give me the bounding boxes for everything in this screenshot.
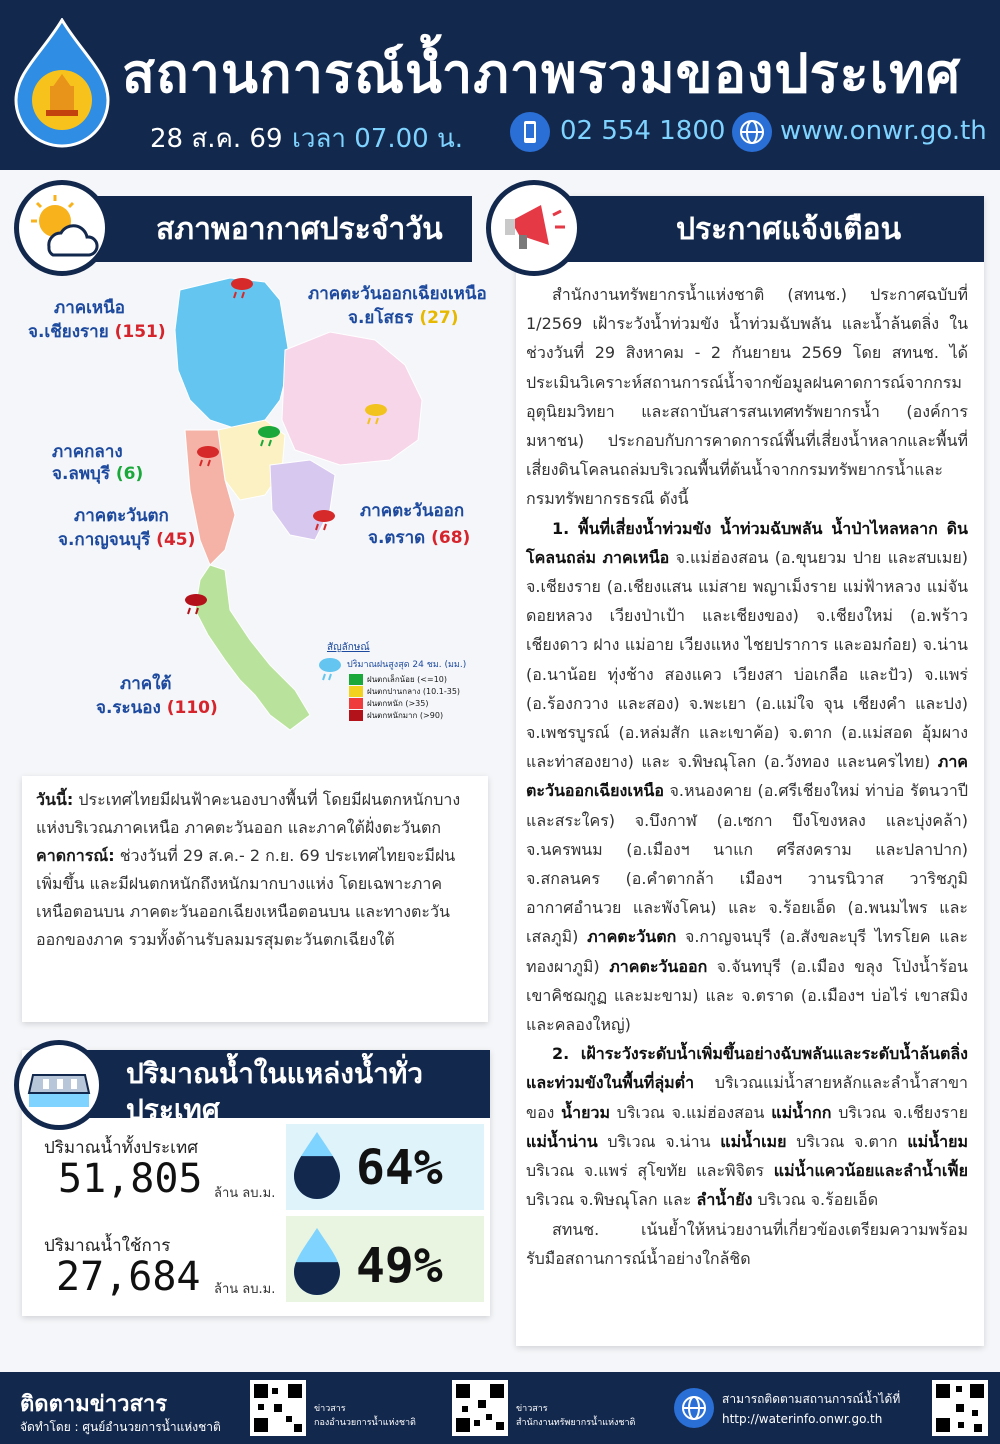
legend-item-moderate: ฝนตกปานกลาง (10.1-35): [349, 686, 460, 697]
northeast-region: [282, 332, 422, 465]
qr2-caption: ข่าวสาร สำนักงานทรัพยากรน้ำแห่งชาติ: [516, 1404, 636, 1428]
region-east-value: (68): [431, 528, 471, 548]
region-south-value: (110): [166, 698, 218, 718]
p2-heading: 2. เฝ้าระวังระดับน้ำเพิ่มขึ้นอย่างฉับพลันและระดับน้ำล้นตลิ่งและท่วมขังในพื้นที่ลุ่มต่ำ: [526, 1044, 968, 1093]
usable-volume-value: 27,684: [56, 1254, 201, 1300]
today-label: วันนี้:: [36, 790, 74, 809]
region-south-name: ภาคใต้: [120, 674, 172, 694]
total-volume-unit: ล้าน ลบ.ม.: [214, 1186, 276, 1201]
announcement-title: ประกาศแจ้งเตือน: [676, 211, 902, 247]
region-north-name: ภาคเหนือ: [54, 298, 125, 318]
total-volume-value: 51,805: [58, 1156, 203, 1202]
p1-region-east: ภาคตะวันออก: [609, 956, 708, 976]
p1-region-northeast: ภาคตะวันออกเฉียงเหนือ: [526, 752, 968, 801]
total-volume-label: ปริมาณน้ำทั้งประเทศ: [44, 1138, 198, 1158]
page-footer: [0, 1372, 1000, 1444]
legend-subtitle: ปริมาณฝนสูงสุด 24 ชม. (มม.): [347, 660, 467, 670]
region-west-province: จ.กาญจนบุรี (45): [58, 530, 196, 550]
region-east-province: จ.ตราด (68): [368, 528, 471, 548]
report-date: 28 ส.ค. 69: [150, 124, 283, 154]
weather-icon: [14, 180, 110, 276]
region-west-name: ภาคตะวันตก: [74, 506, 169, 526]
legend-item-light: ฝนตกเล็กน้อย (<=10): [349, 674, 447, 685]
region-central-name: ภาคกลาง: [52, 442, 123, 462]
forecast-label: คาดการณ์:: [36, 846, 115, 865]
legend-item-heavy: ฝนตกหนัก (>35): [349, 698, 428, 709]
total-volume-percent: 64%: [356, 1140, 443, 1196]
legend-item-very-heavy: ฝนตกหนักมาก (>90): [349, 710, 443, 721]
north-region: [175, 278, 290, 430]
region-east-name: ภาคตะวันออก: [360, 501, 465, 521]
region-northeast-name: ภาคตะวันออกเฉียงเหนือ: [308, 284, 487, 304]
total-drop-icon: [290, 1130, 344, 1200]
region-south-province: จ.ระนอง (110): [96, 698, 218, 718]
rain-icon-east: [313, 510, 335, 530]
usable-volume-percent: 49%: [356, 1238, 443, 1294]
region-north-province: จ.เชียงราย (151): [28, 322, 166, 342]
region-northeast-value: (27): [419, 308, 459, 328]
report-time: เวลา 07.00 น.: [292, 124, 464, 154]
usable-drop-fill: [290, 1262, 344, 1295]
website-link[interactable]: www.onwr.go.th: [780, 116, 987, 146]
usable-drop-icon: [290, 1226, 344, 1296]
page-title: สถานการณ์น้ำภาพรวมของประเทศ: [122, 42, 962, 105]
usable-volume-label: ปริมาณน้ำใช้การ: [44, 1236, 171, 1256]
globe-icon: [674, 1388, 714, 1428]
usable-volume-unit: ล้าน ลบ.ม.: [214, 1282, 276, 1297]
p1-region-west: ภาคตะวันตก: [587, 927, 677, 947]
forecast-text: ช่วงวันที่ 29 ส.ค.- 2 ก.ย. 69 ประเทศไทยจะมีฝนเพิ่มขึ้น และมีฝนตกหนักถึงหนักมากบางแห่ง โดยเฉพาะภาคเหนือตอนบน ภาคตะวันออกเฉียงเหนือตอนบน และทางตะวันออกของภาค รวมทั้งด้านรับลมมรสุมตะวันตกเฉียงใต้: [36, 846, 456, 949]
total-drop-fill: [290, 1156, 344, 1199]
weather-summary: [36, 786, 476, 954]
qr-code-icon[interactable]: [250, 1380, 306, 1436]
weather-title: สภาพอากาศประจำวัน: [156, 211, 443, 247]
water-banner: [60, 1050, 490, 1145]
qr1-caption: ข่าวสาร กองอำนวยการน้ำแห่งชาติ: [314, 1404, 416, 1428]
page-header: [0, 0, 1000, 170]
legend-rain-icon: [317, 656, 343, 686]
region-west-value: (45): [156, 530, 196, 550]
megaphone-icon: [486, 180, 582, 276]
qr-code-icon[interactable]: [932, 1380, 988, 1436]
weather-banner: [60, 196, 472, 262]
p1-heading: 1. พื้นที่เสี่ยงน้ำท่วมขัง น้ำท่วมฉับพลัน น้ำป่าไหลหลาก ดินโคลนถล่ม: [526, 518, 968, 567]
map-legend: [315, 640, 505, 725]
globe-icon: [732, 112, 772, 152]
announcement-body: สำนักงานทรัพยากรน้ำแห่งชาติ (สทนช.) ประกาศฉบับที่ 1/2569 เฝ้าระวังน้ำท่วมขัง น้ำท่วมฉับพลัน และน้ำล้นตลิ่ง ในช่วงวันที่ 29 สิงหาคม - 2 กันยายน 2569 โดย สทนช. ได้ประเมินวิเคราะห์สถานการณ์น้ำจากข้อมูลฝนคาดการณ์จากกรมอุตุนิยมวิทยา และสถาบันสารสนเทศทรัพยากรน้ำ (องค์การมหาชน) ประกอบกับการคาดการณ์พื้นที่เสี่ยงน้ำหลากและพื้นที่เสี่ยงดินโคลนถล่มบริเวณพื้นที่ต้นน้ำจากกรมทรัพยากรน้ำและกรมทรัพยากรธรณี ดังนี้ 1. พื้นที่เสี่ยงน้ำท่วมขัง น้ำท่วมฉับพลัน น้ำป่าไหลหลาก ดินโคลนถล่ม ภาคเหนือ จ.แม่ฮ่องสอน (อ.ขุนยวม ปาย และสบเมย) จ.เชียงราย (อ.เชียงแสน แม่สาย พญาเม็งราย แม่ฟ้าหลวง แม่จัน ดอยหลวง เวียงป่าเป้า และเชียงของ) จ.เชียงใหม่ (อ.พร้าว เชียงดาว ฝาง แม่อาย เวียงแหง ไชยปราการ และอมก๋อย) จ.น่าน (อ.นาน้อย ทุ่งช้าง สองแคว เวียงสา บ่อเกลือ และปัว) จ.แพร่ (อ.ร้องกวาง และสอง) จ.พะเยา (อ.แม่ใจ จุน เชียงคำ และปง) จ.เพชรบูรณ์ (อ.หล่มสัก และเขาค้อ) จ.ตาก (อ.แม่สอด อุ้มผาง และท่าสองยาง) และ จ.พิษณุโลก (อ.วังทอง และนครไทย) ภาคตะวันออกเฉียงเหนือ จ.หนองคาย (อ.ศรีเชียงใหม่ ท่าบ่อ รัตนวาปี และสระใคร) จ.บึงกาฬ (อ.เซกา บึงโขงหลง และบุ่งคล้า) จ.นครพนม (อ.เมืองฯ นาแก ศรีสงคราม และปลาปาก) จ.สกลนคร (อ.คำตากล้า เมืองฯ วานรนิวาส วาริชภูมิ อากาศอำนวย และพังโคน) และ จ.ร้อยเอ็ด (อ.พนมไพร และเสลภูมิ) ภาคตะวันตก จ.กาญจนบุรี (อ.สังขละบุรี ไทรโยค และทองผาภูมิ) ภาคตะวันออก จ.จันทบุรี (อ.เมือง ขลุง โป่งน้ำร้อน เขาคิชฌกูฏ และมะขาม) และ จ.ตราด (อ.เมืองฯ บ่อไร่ เขาสมิง และคลองใหญ่) 2. เฝ้าระวังระดับน้ำเพิ่มขึ้นอย่างฉับพลันและระดับน้ำล้นตลิ่งและท่วมขังในพื้นที่ลุ่มต่ำ บริเวณแม่น้ำสายหลักและลำน้ำสาขาของ น้ำยวม บริเวณ จ.แม่ฮ่องสอน แม่น้ำกก บริเวณ จ.เชียงราย แม่น้ำน่าน บริเวณ จ.น่าน แม่น้ำเมย บริเวณ จ.ตาก แม่น้ำยม บริเวณ จ.แพร่ สุโขทัย และพิจิตร แม่น้ำแควน้อยและลำน้ำเฟี้ย บริเวณ จ.พิษณุโลก และ ลำน้ำยัง บริเวณ จ.ร้อยเอ็ด สทนช. เน้นย้ำให้หน่วยงานที่เกี่ยวข้องเตรียมความพร้อมรับมือสถานการณ์น้ำอย่างใกล้ชิด: [526, 285, 969, 1268]
region-central-value: (6): [115, 464, 144, 484]
legend-title: สัญลักษณ์: [327, 642, 370, 653]
footer-title: ติดตามข่าวสาร: [20, 1392, 168, 1417]
footer-track-text: สามารถติดตามสถานการณ์น้ำได้ที่: [722, 1392, 901, 1406]
footer-url[interactable]: http://waterinfo.onwr.go.th: [722, 1412, 883, 1426]
p1-region-north: ภาคเหนือ: [602, 547, 670, 567]
region-central-province: จ.ลพบุรี (6): [52, 464, 144, 484]
water-subtitle: ข้อมูล ณ 27 ส.ค. 69: [126, 1129, 256, 1145]
onwr-logo: [12, 18, 112, 148]
today-text: ประเทศไทยมีฝนฟ้าคะนองบางพื้นที่ โดยมีฝนตกหนักบางแห่งบริเวณภาคเหนือ ภาคตะวันออก และภาคใต้ฝั่งตะวันตก: [36, 790, 461, 837]
qr-code-icon[interactable]: [452, 1380, 508, 1436]
announcement-intro: สำนักงานทรัพยากรน้ำแห่งชาติ (สทนช.) ประกาศฉบับที่ 1/2569 เฝ้าระวังน้ำท่วมขัง น้ำท่วมฉับพลัน และน้ำล้นตลิ่ง ในช่วงวันที่ 29 สิงหาคม - 2 กันยายน 2569 โดย สทนช. ได้ประเมินวิเคราะห์สถานการณ์น้ำจากข้อมูลฝนคาดการณ์จากกรมอุตุนิยมวิทยา และสถาบันสารสนเทศทรัพยากรน้ำ (องค์การมหาชน) ประกอบกับการคาดการณ์พื้นที่เสี่ยงน้ำหลากและพื้นที่เสี่ยงดินโคลนถล่มบริเวณพื้นที่ต้นน้ำจากกรมทรัพยากรน้ำและกรมทรัพยากรธรณี ดังนี้: [526, 285, 968, 509]
phone-icon: [510, 112, 550, 152]
footer-subtitle: จัดทำโดย : ศูนย์อำนวยการน้ำแห่งชาติ: [20, 1420, 221, 1434]
announcement-closing: สทนช. เน้นย้ำให้หน่วยงานที่เกี่ยวข้องเตรียมความพร้อมรับมือสถานการณ์น้ำอย่างใกล้ชิด: [526, 1219, 968, 1268]
water-title: ปริมาณน้ำในแหล่งน้ำทั่วประเทศ: [126, 1057, 424, 1126]
region-northeast-province: จ.ยโสธร (27): [348, 308, 459, 328]
region-north-value: (151): [114, 322, 166, 342]
announcement-banner: [540, 196, 984, 262]
dam-icon: [14, 1040, 104, 1130]
phone-number[interactable]: 02 554 1800: [560, 116, 726, 146]
